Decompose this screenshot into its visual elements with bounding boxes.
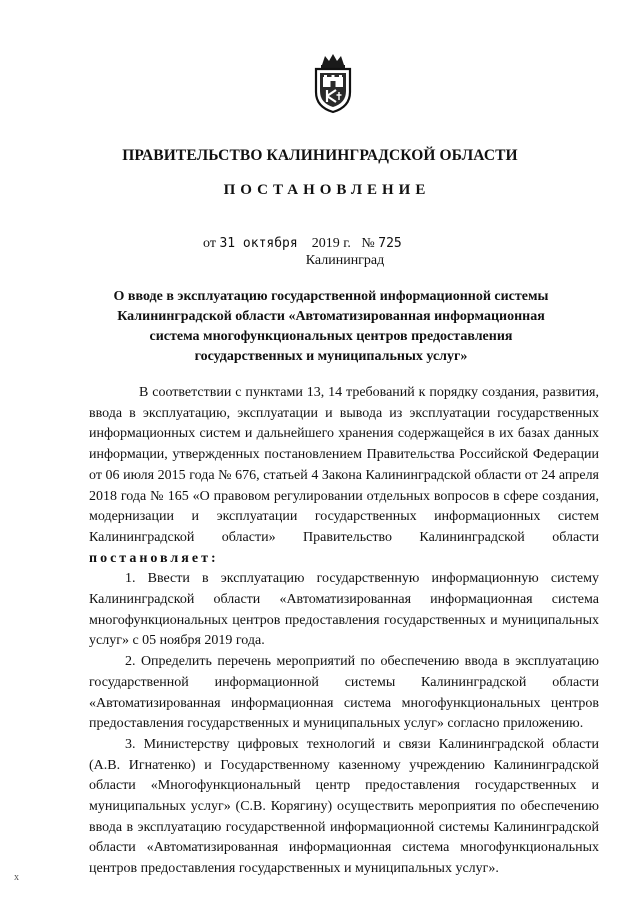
resolves-word: постановляет: (89, 550, 219, 566)
number-sign: № (361, 236, 375, 251)
preamble-paragraph (89, 383, 599, 569)
subject-line: система многофункциональных центров предоставления (149, 329, 513, 344)
subject-line: Калининградской области «Автоматизированная информационная (117, 309, 545, 324)
date-year: 2019 г. (311, 236, 351, 251)
coat-of-arms-icon (312, 52, 354, 114)
date-prefix: от (203, 236, 216, 251)
subject-line: О вводе в эксплуатацию государственной информационной системы (113, 289, 549, 304)
document-body (89, 383, 599, 880)
document-subject (96, 287, 566, 367)
preamble-text: В соответствии с пунктами 13, 14 требований к порядку создания, развития, ввода в эксплуатацию, эксплуатации и вывода из эксплуатации государственных информационных систем и дальнейшего хранения содержащейся в их базах данных информации, утвержденных постановлением Правительства Российской Федерации от 06 июля 2015 года № 676, статьей 4 Закона Калининградской области от 24 апреля 2018 года № 165 «О правовом регулировании отдельных вопросов в сфере создания, модернизации и эксплуатации государственных информационных систем Калининградской области» Правительство Калининградской области (89, 385, 599, 545)
government-title: ПРАВИТЕЛЬСТВО КАЛИНИНГРАДСКОЙ ОБЛАСТИ (122, 147, 518, 164)
item-1-paragraph: 1. Ввести в эксплуатацию государственную информационную систему Калининградской области «Автоматизированная информационная система многофункциональных центров предоставления государственных и муниципальных услуг» с 05 ноября 2019 года. (89, 571, 599, 649)
item-2-paragraph: 2. Определить перечень мероприятий по обеспечению ввода в эксплуатацию государственной информационной системы Калининградской области «Автоматизированная информационная система многофункциональных центров предоставления государственных и муниципальных услуг» согласно приложению. (89, 654, 599, 732)
date-day-month: 31 октября (219, 236, 298, 251)
document-type: ПОСТАНОВЛЕНИЕ (223, 182, 431, 198)
city-name: Калининград (305, 253, 385, 268)
date-number-line (203, 236, 402, 252)
subject-line: государственных и муниципальных услуг» (194, 349, 468, 364)
item-3-paragraph: 3. Министерству цифровых технологий и связи Калининградской области (А.В. Игнатенко) и Государственному казенному учреждению Калининградской области «Многофункциональный центр предоставления государственных и муниципальных услуг» (С.В. Корягину) осуществить мероприятия по обеспечению ввода в эксплуатацию государственной информационной системы Калининградской области «Автоматизированная информационная система многофункциональных центров предоставления государственных и муниципальных услуг». (89, 736, 599, 877)
document-number: 725 (378, 236, 402, 251)
margin-mark: x (14, 872, 19, 883)
